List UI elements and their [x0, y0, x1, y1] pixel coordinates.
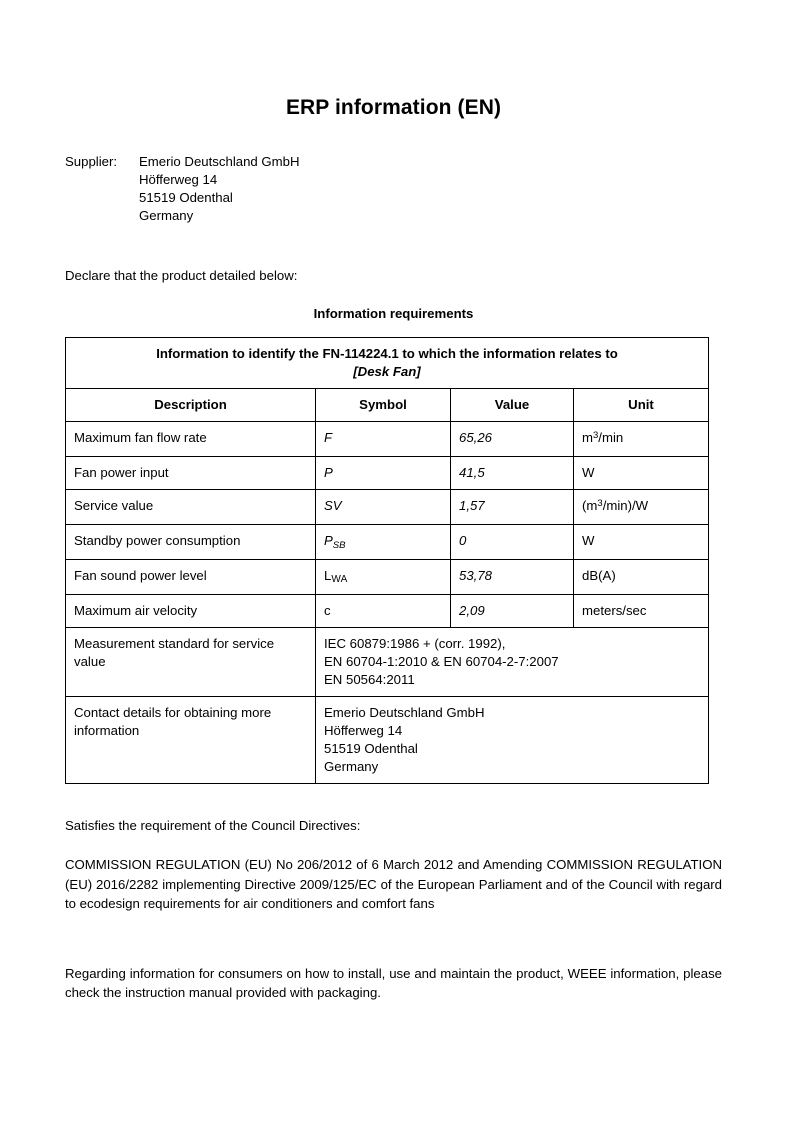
supplier-address-line: Höfferweg 14: [139, 172, 218, 187]
supplier-address-line: 51519 Odenthal: [139, 190, 233, 205]
cell-description: Maximum fan flow rate: [66, 422, 316, 457]
table-row-measurement-standard: [66, 628, 709, 697]
cell-symbol: [316, 457, 451, 490]
table-row: [66, 595, 709, 628]
cell-symbol: [316, 490, 451, 525]
cell-value: 0: [451, 525, 574, 560]
supplier-address: [139, 153, 722, 225]
cell-symbol: [316, 422, 451, 457]
symbol-text: P: [324, 465, 333, 480]
cell-value: 1,57: [451, 490, 574, 525]
cell-value: 53,78: [451, 560, 574, 595]
symbol-text: P: [324, 533, 333, 548]
declare-statement: Declare that the product detailed below:: [65, 268, 298, 283]
cell-description: Measurement standard for service value: [66, 628, 316, 697]
cell-standards: [316, 628, 709, 697]
cell-description: Contact details for obtaining more information: [66, 697, 316, 784]
supplier-address-line: Germany: [139, 208, 194, 223]
cell-symbol: [316, 595, 451, 628]
satisfies-statement: Satisfies the requirement of the Council Directives:: [65, 818, 361, 833]
unit-prefix: m: [582, 430, 593, 445]
standard-line: IEC 60879:1986 + (corr. 1992),: [324, 636, 506, 651]
cell-value: 65,26: [451, 422, 574, 457]
information-requirements-heading: Information requirements: [313, 306, 474, 321]
unit-superscript: 3: [597, 498, 603, 510]
cell-value: 2,09: [451, 595, 574, 628]
erp-information-table: [65, 337, 709, 784]
contact-address-line: 51519 Odenthal: [324, 741, 418, 756]
cell-unit: W: [574, 457, 709, 490]
supplier-label: Supplier:: [65, 154, 118, 169]
document-content: [65, 0, 722, 1003]
supplier-address-line: Emerio Deutschland GmbH: [139, 154, 300, 169]
cell-description: Maximum air velocity: [66, 595, 316, 628]
symbol-text: L: [324, 568, 332, 583]
page-title: ERP information (EN): [285, 96, 502, 119]
standard-line: EN 60704-1:2010 & EN 60704-2-7:2007: [324, 654, 559, 669]
column-header-unit: Unit: [574, 389, 709, 422]
cell-symbol: [316, 525, 451, 560]
unit-suffix: /min: [598, 430, 624, 445]
cell-value: 41,5: [451, 457, 574, 490]
cell-description: Fan power input: [66, 457, 316, 490]
cell-contact-address: [316, 697, 709, 784]
identify-line: Information to identify the FN-114224.1 to which the information relates to: [156, 346, 618, 361]
contact-address-line: Germany: [324, 759, 379, 774]
supplier-block: [65, 153, 722, 225]
table-row: [66, 525, 709, 560]
unit-suffix: /min)/W: [602, 498, 649, 513]
cell-description: Service value: [66, 490, 316, 525]
symbol-text: F: [324, 430, 333, 445]
standard-line: EN 50564:2011: [324, 672, 415, 687]
table-row: [66, 457, 709, 490]
symbol-subscript: WA: [331, 573, 348, 585]
table-row-identify: [66, 338, 709, 389]
cell-unit: dB(A): [574, 560, 709, 595]
unit-prefix: (m: [582, 498, 598, 513]
unit-superscript: 3: [593, 430, 599, 442]
column-header-description: Description: [66, 389, 316, 422]
table-row: [66, 490, 709, 525]
column-header-value: Value: [451, 389, 574, 422]
cell-description: Fan sound power level: [66, 560, 316, 595]
cell-unit: W: [574, 525, 709, 560]
cell-symbol: [316, 560, 451, 595]
contact-address-line: Höfferweg 14: [324, 723, 403, 738]
product-name: [Desk Fan]: [353, 364, 421, 379]
consumer-information-paragraph: Regarding information for consumers on how to install, use and maintain the product, WEEE information, please check the instruction manual provided with packaging.: [65, 965, 722, 1000]
table-row: [66, 422, 709, 457]
table-row-contact-details: [66, 697, 709, 784]
symbol-text: SV: [324, 498, 342, 513]
contact-address-line: Emerio Deutschland GmbH: [324, 705, 485, 720]
symbol-text: c: [324, 603, 331, 618]
column-header-symbol: Symbol: [316, 389, 451, 422]
cell-unit: meters/sec: [574, 595, 709, 628]
cell-unit: [574, 422, 709, 457]
table-header-row: [66, 389, 709, 422]
identify-cell: [66, 338, 709, 389]
regulation-paragraph: COMMISSION REGULATION (EU) No 206/2012 of 6 March 2012 and Amending COMMISSION REGULATION (EU) 2016/2282 implementing Directive 2009/125/EC of the European Parliament and of the Council with regard to ecodesign requirements for air conditioners and comfort fans: [65, 857, 722, 911]
cell-description: Standby power consumption: [66, 525, 316, 560]
cell-unit: [574, 490, 709, 525]
table-row: [66, 560, 709, 595]
symbol-subscript: SB: [332, 539, 346, 551]
